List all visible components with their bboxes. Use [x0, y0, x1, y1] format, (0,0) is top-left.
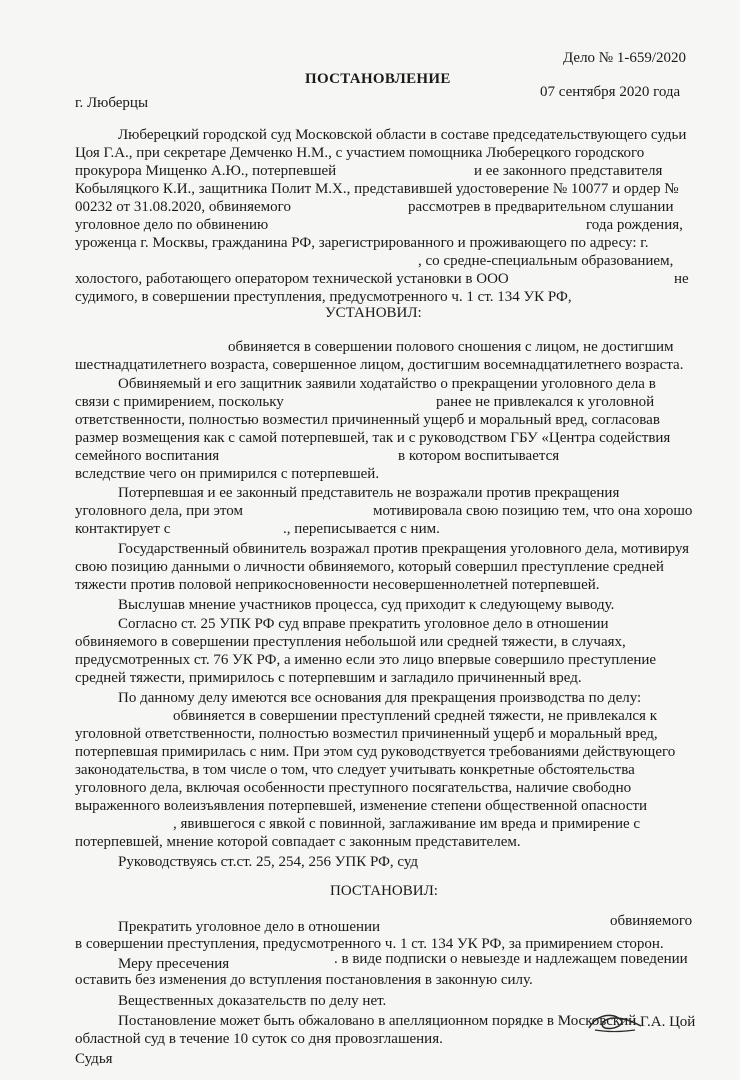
intro-line: Люберецкий городской суд Московской области в составе председательствующего судьи — [118, 127, 687, 143]
body-line: семейного воспитания — [75, 448, 220, 464]
ruling-line: обвиняемого — [610, 913, 693, 929]
judge-name: Г.А. Цой — [640, 1014, 696, 1030]
body-line: в котором воспитывается — [398, 448, 560, 464]
body-line: Обвиняемый и его защитник заявили ходатайство о прекращении уголовного дела в — [118, 376, 656, 392]
body-line: ранее не привлекался к уголовной — [436, 394, 655, 410]
body-line: ответственности, полностью возместил причиненный ущерб и моральный вред, согласовав — [75, 412, 660, 428]
intro-line: холостого, работающего оператором технической установки в ООО — [75, 271, 509, 287]
intro-line: и ее законного представителя — [474, 163, 663, 179]
judge-label: Судья — [75, 1051, 113, 1067]
body-line: законодательства, в том числе о том, что следует учитывать конкретные обстоятельства — [75, 762, 635, 778]
body-line: средней тяжести, примирилось с потерпевшим и загладило причиненный вред. — [75, 670, 582, 686]
ruling-line: областной суд в течение 10 суток со дня провозглашения. — [75, 1031, 443, 1047]
intro-line: Цоя Г.А., при секретаре Демченко Н.М., с участием помощника Люберецкого городского — [75, 145, 645, 161]
body-line: уголовной ответственности, полностью возместил причиненный ущерб и моральный вред, — [75, 726, 658, 742]
intro-line: судимого, в совершении преступления, предусмотренного ч. 1 ст. 134 УК РФ, — [75, 289, 572, 305]
body-line: тяжести против половой неприкосновенности несовершеннолетней потерпевшей. — [75, 577, 600, 593]
ruling-line: Постановление может быть обжаловано в апелляционном порядке в Московский — [118, 1013, 637, 1029]
ruling-line: Меру пресечения — [118, 956, 230, 972]
body-line: обвиняется в совершении полового сношения с лицом, не достигшим — [228, 339, 674, 355]
document-title: ПОСТАНОВЛЕНИЕ — [305, 71, 451, 87]
intro-line: уроженца г. Москвы, гражданина РФ, зарегистрированного и проживающего по адресу: г. — [75, 235, 649, 251]
body-line: размер возмещения как с самой потерпевшей, так и с руководством ГБУ «Центра содействия — [75, 430, 671, 446]
body-line: Выслушав мнение участников процесса, суд приходит к следующему выводу. — [118, 597, 615, 613]
intro-line: Кобыляцкого К.И., защитника Полит М.Х., представившей удостоверение № 10077 и ордер № — [75, 181, 679, 197]
body-line: предусмотренных ст. 76 УК РФ, а именно если это лицо впервые совершило преступление — [75, 652, 657, 668]
body-line: ., переписывается с ним. — [283, 521, 440, 537]
ruling-line: в совершении преступления, предусмотренного ч. 1 ст. 134 УК РФ, за примирением сторон. — [75, 936, 664, 952]
body-line: Руководствуясь ст.ст. 25, 254, 256 УПК РФ, суд — [118, 854, 419, 870]
intro-line: уголовное дело по обвинению — [75, 217, 269, 233]
body-line: Согласно ст. 25 УПК РФ суд вправе прекратить уголовное дело в отношении — [118, 616, 609, 632]
intro-line: 00232 от 31.08.2020, обвиняемого — [75, 199, 291, 215]
ruling-line: оставить без изменения до вступления постановления в законную силу. — [75, 972, 533, 988]
body-line: обвиняется в совершении преступлений средней тяжести, не привлекался к — [173, 708, 657, 724]
body-line: контактирует с — [75, 521, 171, 537]
body-line: свою позицию данными о личности обвиняемого, который совершил преступление средней — [75, 559, 664, 575]
body-line: потерпевшая примирилась с ним. При этом суд руководствуется требованиями действующего — [75, 744, 676, 760]
intro-line: рассмотрев в предварительном слушании — [408, 199, 674, 215]
ruling-date: 07 сентября 2020 года — [540, 84, 681, 100]
body-line: По данному делу имеются все основания для прекращения производства по делу: — [118, 690, 642, 706]
body-line: уголовного дела, при этом — [75, 503, 243, 519]
intro-line: прокурора Мищенко А.Ю., потерпевшей — [75, 163, 337, 179]
section-heading-established: УСТАНОВИЛ: — [325, 305, 422, 321]
body-line: мотивировала свою позицию тем, что она хорошо — [373, 503, 693, 519]
body-line: , явившегося с явкой с повинной, заглаживание им вреда и примирение с — [173, 816, 641, 832]
intro-line: , со средне-специальным образованием, — [418, 253, 674, 269]
ruling-line: . в виде подписки о невыезде и надлежащем поведении — [334, 951, 688, 967]
body-line: вследствие чего он примирился с потерпевшей. — [75, 466, 380, 482]
body-line: потерпевшей, мнение которой совпадает с законным представителем. — [75, 834, 521, 850]
judge-signature — [585, 1008, 645, 1038]
city: г. Люберцы — [75, 95, 149, 111]
case-number: Дело № 1-659/2020 — [563, 50, 687, 66]
body-line: Государственный обвинитель возражал против прекращения уголовного дела, мотивируя — [118, 541, 690, 557]
body-line: обвиняемого в совершении преступления небольшой или средней тяжести, в случаях, — [75, 634, 626, 650]
body-line: связи с примирением, поскольку — [75, 394, 284, 410]
body-line: Потерпевшая и ее законный представитель не возражали против прекращения — [118, 485, 620, 501]
ruling-line: Вещественных доказательств по делу нет. — [118, 993, 387, 1009]
intro-line: не — [674, 271, 689, 287]
body-line: выраженного волеизъявления потерпевшей, изменение степени общественной опасности — [75, 798, 648, 814]
ruling-line: Прекратить уголовное дело в отношении — [118, 919, 381, 935]
section-heading-ruled: ПОСТАНОВИЛ: — [330, 883, 438, 899]
intro-line: года рождения, — [586, 217, 683, 233]
body-line: шестнадцатилетнего возраста, совершенное лицом, достигшим восемнадцатилетнего возраста. — [75, 357, 684, 373]
body-line: уголовного дела, включая особенности преступного посягательства, наличие свободно — [75, 780, 632, 796]
